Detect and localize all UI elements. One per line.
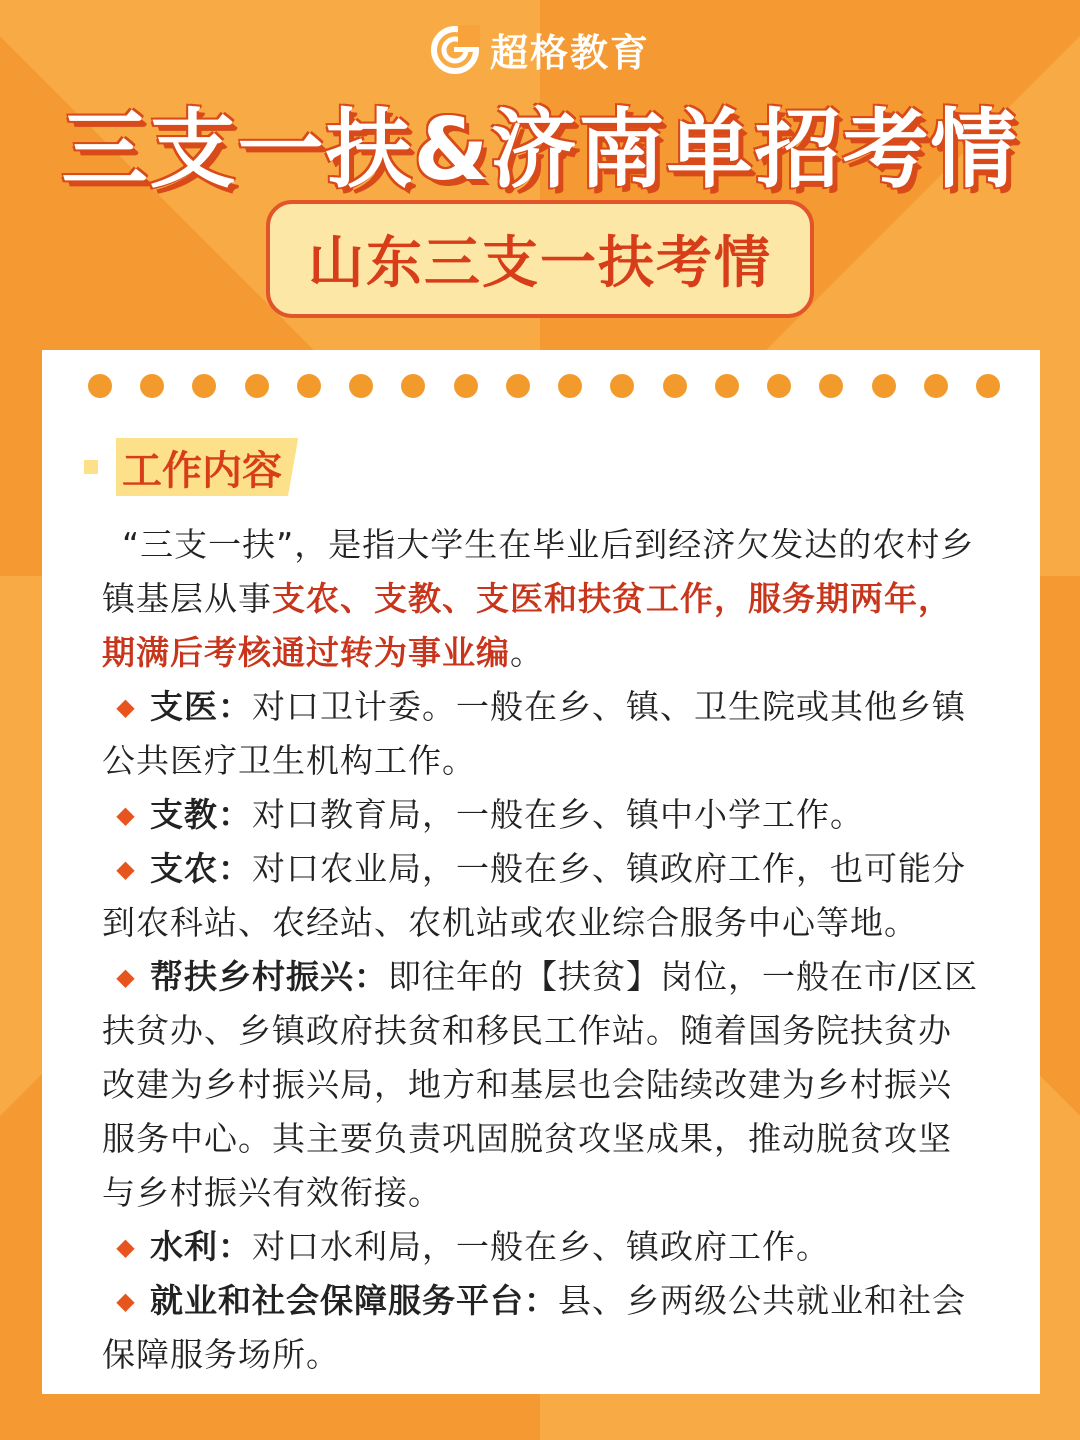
item-title: 水利： <box>150 1227 252 1266</box>
subtitle-text: 山东三支一扶考情 <box>308 231 772 296</box>
body-text <box>102 518 982 1382</box>
item-title: 支医： <box>150 687 252 726</box>
content-card <box>42 350 1040 1394</box>
dot <box>88 374 112 398</box>
list-item <box>102 1274 982 1382</box>
dot <box>610 374 634 398</box>
intro-end: 。 <box>510 633 544 672</box>
dot <box>140 374 164 398</box>
subtitle-banner <box>266 200 814 318</box>
diamond-bullet-icon: ◆ <box>116 801 136 829</box>
diamond-bullet-icon: ◆ <box>116 963 136 991</box>
diamond-bullet-icon: ◆ <box>116 1233 136 1261</box>
logo-icon <box>430 25 480 75</box>
section-heading-label: 工作内容 <box>116 438 328 496</box>
dot <box>506 374 530 398</box>
dot-row <box>88 374 1000 400</box>
list-item <box>102 680 982 788</box>
dot <box>715 374 739 398</box>
dot <box>297 374 321 398</box>
item-title: 支农： <box>150 849 252 888</box>
diamond-bullet-icon: ◆ <box>116 1287 136 1315</box>
dot <box>872 374 896 398</box>
page-title: 三支一扶&济南单招考情 <box>61 100 1019 200</box>
item-text: 对口水利局，一般在乡、镇政府工作。 <box>252 1227 830 1266</box>
intro-highlight-duties: 支农、支教、支医和扶贫工作， <box>272 579 748 618</box>
dot <box>976 374 1000 398</box>
list-item <box>102 950 982 1220</box>
item-text: 对口卫计委。一般在乡、镇、卫生院或其他乡镇公共医疗卫生机构工作。 <box>102 687 966 780</box>
diamond-bullet-icon: ◆ <box>116 855 136 883</box>
intro-text: “三支一扶”，是指大学生在毕业后到经济欠发达的农村乡镇基层从事 <box>102 525 975 618</box>
intro-paragraph <box>102 518 982 680</box>
item-title: 支教： <box>150 795 252 834</box>
diamond-bullet-icon: ◆ <box>116 693 136 721</box>
dot <box>454 374 478 398</box>
list-item <box>102 1220 982 1274</box>
dot <box>819 374 843 398</box>
dot <box>558 374 582 398</box>
item-title: 就业和社会保障服务平台： <box>150 1281 558 1320</box>
list-item <box>102 788 982 842</box>
dot <box>401 374 425 398</box>
dot <box>663 374 687 398</box>
dot <box>924 374 948 398</box>
section-heading <box>84 438 328 496</box>
dot <box>349 374 373 398</box>
item-text: 即往年的【扶贫】岗位，一般在市/区区扶贫办、乡镇政府扶贫和移民工作站。随着国务院扶贫办改建为乡村振兴局，地方和基层也会陆续改建为乡村振兴服务中心。其主要负责巩固脱贫攻坚成果，推动脱贫攻坚与乡村振兴有效衔接。 <box>102 957 979 1212</box>
item-text: 对口农业局，一般在乡、镇政府工作，也可能分到农科站、农经站、农机站或农业综合服务中心等地。 <box>102 849 966 942</box>
item-text: 县、乡两级公共就业和社会保障服务场所。 <box>102 1281 966 1374</box>
square-icon <box>84 460 98 474</box>
list-item <box>102 842 982 950</box>
brand-logo <box>0 22 1080 77</box>
dot <box>245 374 269 398</box>
intro-highlight-term: 服务期两年，期满后考核通过转为事业编 <box>102 579 952 672</box>
item-title: 帮扶乡村振兴： <box>150 957 388 996</box>
logo-text: 超格教育 <box>489 31 650 75</box>
dot <box>192 374 216 398</box>
item-text: 对口教育局，一般在乡、镇中小学工作。 <box>252 795 864 834</box>
dot <box>767 374 791 398</box>
